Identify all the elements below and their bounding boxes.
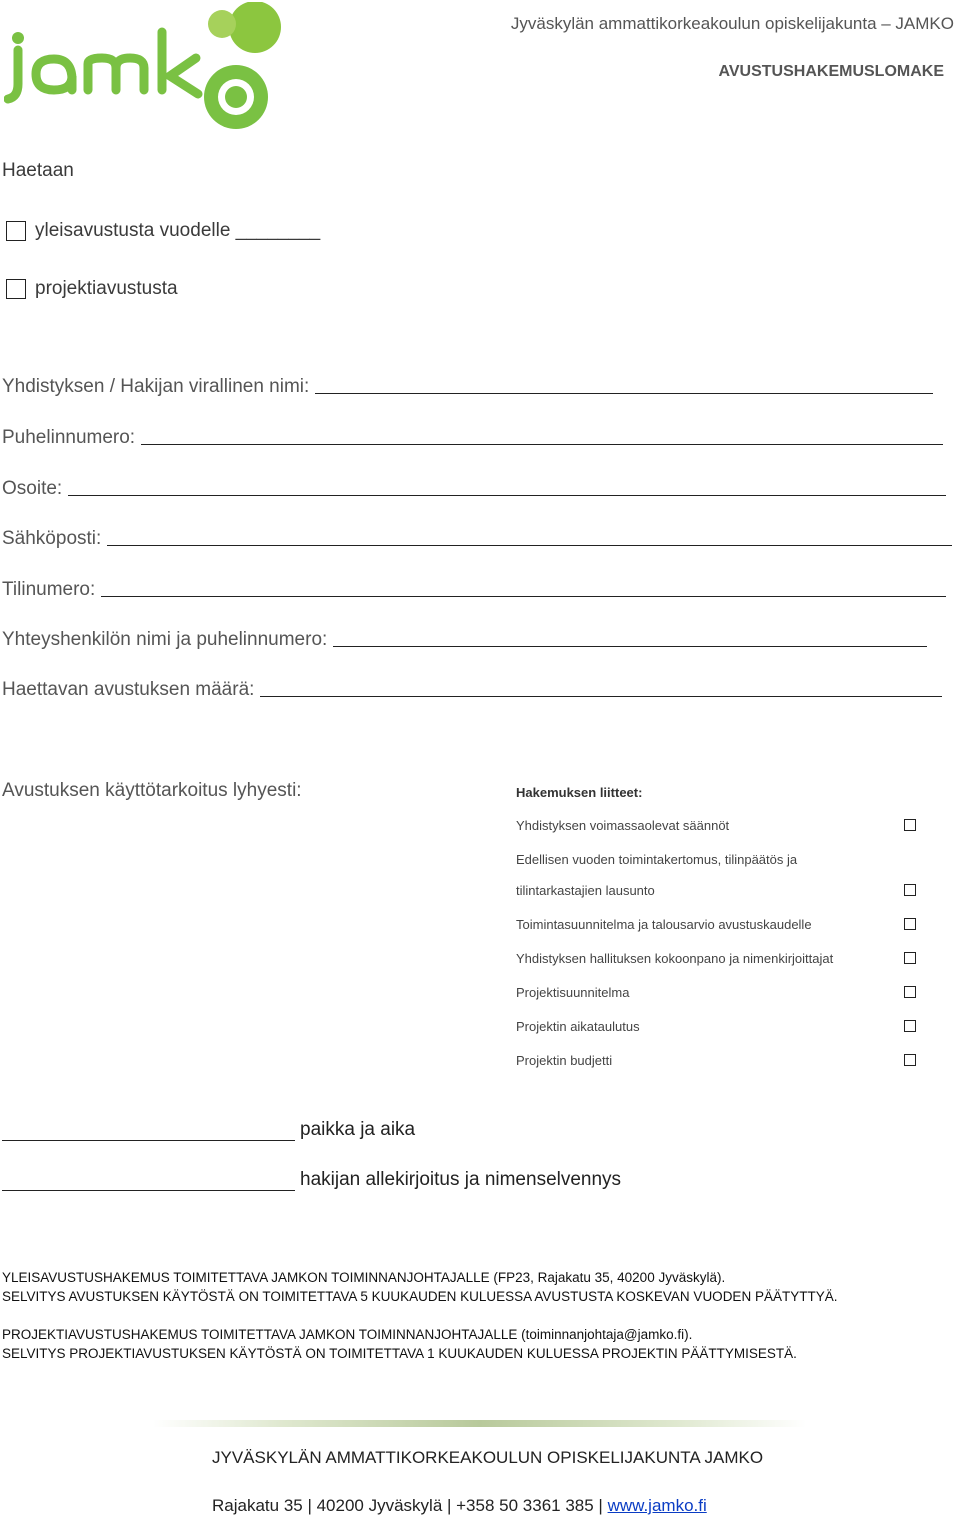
attachment-checkbox[interactable]	[904, 1054, 916, 1066]
attachment-checkbox[interactable]	[904, 884, 916, 896]
notice-line: SELVITYS AVUSTUKSEN KÄYTÖSTÄ ON TOIMITETTAVA 5 KUUKAUDEN KULUESSA AVUSTUSTA KOSKEVAN VUODEN PÄÄTYTTYÄ.	[2, 1289, 838, 1304]
address-input[interactable]	[68, 494, 946, 496]
field-address[interactable]	[2, 478, 946, 500]
general-grant-checkbox[interactable]	[6, 221, 26, 241]
jamko-logo-graphic	[4, 2, 304, 130]
project-grant-checkbox[interactable]	[6, 279, 26, 299]
attachment-item: Projektin budjetti	[516, 1053, 613, 1068]
attachment-checkbox[interactable]	[904, 986, 916, 998]
signature-line[interactable]	[2, 1190, 295, 1191]
footer-website-link[interactable]: www.jamko.fi	[607, 1496, 707, 1515]
attachment-item: Projektisuunnitelma	[516, 985, 630, 1000]
place-time-label: paikka ja aika	[300, 1119, 416, 1140]
footer-organization: JYVÄSKYLÄN AMMATTIKORKEAKOULUN OPISKELIJAKUNTA JAMKO	[212, 1448, 764, 1467]
field-label: Tilinumero:	[2, 579, 96, 600]
attachment-item: Yhdistyksen hallituksen kokoonpano ja nimenkirjoittajat	[516, 951, 834, 966]
field-label: Sähköposti:	[2, 528, 102, 549]
attachment-checkbox[interactable]	[904, 819, 916, 831]
attachment-checkbox[interactable]	[904, 1020, 916, 1032]
field-label: Yhteyshenkilön nimi ja puhelinnumero:	[2, 629, 328, 650]
attachment-item: Projektin aikataulutus	[516, 1019, 640, 1034]
field-email[interactable]	[2, 528, 952, 550]
field-label: Puhelinnumero:	[2, 427, 136, 448]
official-name-input[interactable]	[315, 392, 933, 394]
form-title: AVUSTUSHAKEMUSLOMAKE	[718, 63, 944, 80]
option-general-grant[interactable]	[6, 220, 320, 242]
field-account-number[interactable]	[2, 579, 946, 601]
field-label: Yhdistyksen / Hakijan virallinen nimi:	[2, 376, 310, 397]
attachment-checkbox[interactable]	[904, 952, 916, 964]
attachment-checkbox[interactable]	[904, 918, 916, 930]
notice-line: PROJEKTIAVUSTUSHAKEMUS TOIMITETTAVA JAMKON TOIMINNANJOHTAJALLE (toiminnanjohtaja@jamko.fi).	[2, 1327, 693, 1342]
field-label: Osoite:	[2, 478, 63, 499]
purpose-label: Avustuksen käyttötarkoitus lyhyesti:	[2, 780, 302, 801]
signature-label: hakijan allekirjoitus ja nimenselvennys	[300, 1169, 622, 1190]
general-grant-label: yleisavustusta vuodelle ________	[35, 220, 321, 241]
contact-person-input[interactable]	[333, 645, 927, 647]
footer-address: Rajakatu 35 | 40200 Jyväskylä | +358 50 3361 385 |	[212, 1496, 603, 1515]
place-time-line[interactable]	[2, 1140, 295, 1141]
phone-input[interactable]	[141, 443, 943, 445]
notice-line: YLEISAVUSTUSHAKEMUS TOIMITETTAVA JAMKON TOIMINNANJOHTAJALLE (FP23, Rajakatu 35, 40200 Jyväskylä).	[2, 1270, 726, 1285]
email-input[interactable]	[107, 544, 952, 546]
field-label: Haettavan avustuksen määrä:	[2, 679, 255, 700]
application-type-heading: Haetaan	[2, 160, 74, 181]
footer-contact	[212, 1496, 707, 1516]
amount-input[interactable]	[260, 695, 942, 697]
attachments-title: Hakemuksen liitteet:	[516, 785, 643, 800]
account-number-input[interactable]	[101, 595, 946, 597]
attachment-item: Toimintasuunnitelma ja talousarvio avustuskaudelle	[516, 917, 812, 932]
field-contact-person[interactable]	[2, 629, 927, 651]
header-organization: Jyväskylän ammattikorkeakoulun opiskelijakunta – JAMKO	[510, 14, 954, 33]
jamko-logo	[4, 2, 304, 130]
option-project-grant[interactable]	[6, 278, 178, 300]
footer-divider	[153, 1420, 806, 1427]
field-phone[interactable]	[2, 427, 943, 449]
notice-line: SELVITYS PROJEKTIAVUSTUKSEN KÄYTÖSTÄ ON TOIMITETTAVA 1 KUUKAUDEN KULUESSA PROJEKTIN PÄÄTTYMISESTÄ.	[2, 1346, 797, 1361]
project-grant-label: projektiavustusta	[35, 278, 178, 299]
attachment-item: Edellisen vuoden toimintakertomus, tilinpäätös ja	[516, 852, 798, 867]
field-amount[interactable]	[2, 679, 942, 701]
attachment-item-continued: tilintarkastajien lausunto	[516, 883, 655, 898]
attachment-item: Yhdistyksen voimassaolevat säännöt	[516, 818, 730, 833]
field-official-name[interactable]	[2, 376, 933, 398]
